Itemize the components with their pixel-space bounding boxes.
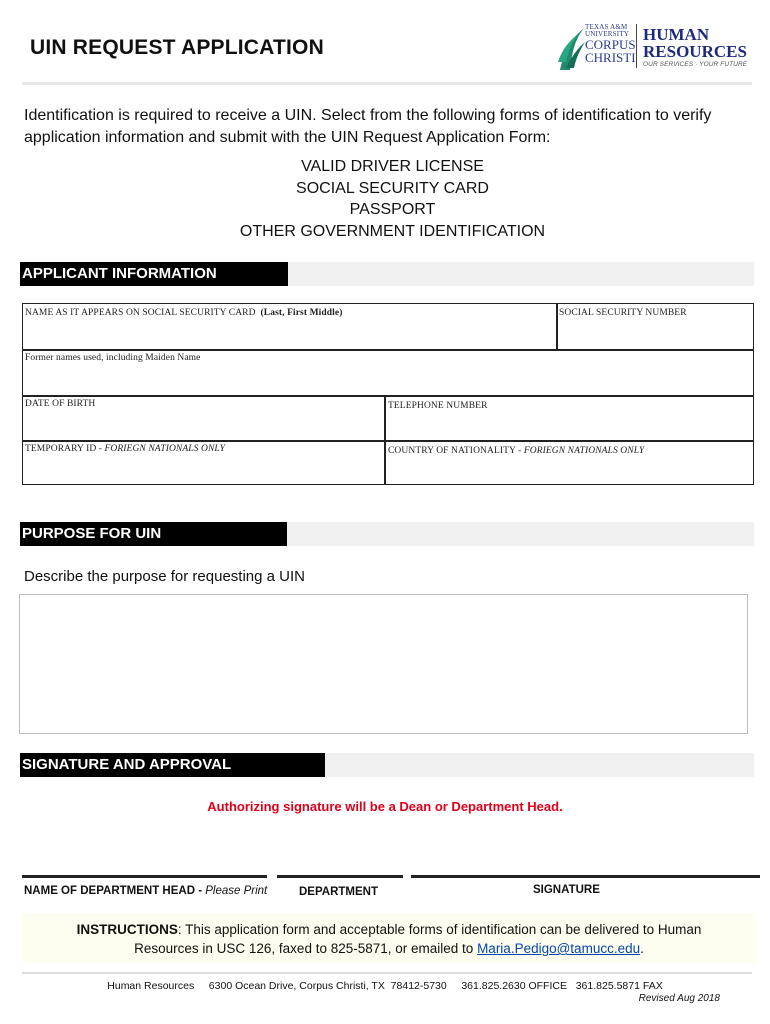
id-forms-list bbox=[0, 156, 770, 242]
date-of-birth-field[interactable]: DATE OF BIRTH bbox=[25, 399, 96, 409]
country-of-nationality-field[interactable]: COUNTRY OF NATIONALITY - FORIEGN NATIONALS ONLY bbox=[388, 446, 645, 456]
university-wordmark: TEXAS A&M UNIVERSITY CORPUS CHRISTI bbox=[585, 23, 636, 65]
wave-icon bbox=[556, 22, 586, 72]
row-divider bbox=[22, 349, 754, 351]
row-divider bbox=[22, 395, 754, 397]
telephone-field[interactable]: TELEPHONE NUMBER bbox=[388, 401, 488, 411]
ssn-field[interactable]: SOCIAL SECURITY NUMBER bbox=[559, 308, 687, 318]
section-heading-applicant: APPLICANT INFORMATION bbox=[20, 262, 288, 286]
dept-head-signature-line[interactable] bbox=[22, 875, 267, 878]
dept-head-label: NAME OF DEPARTMENT HEAD - Please Print bbox=[24, 885, 268, 897]
id-form-item: PASSPORT bbox=[349, 201, 436, 218]
purpose-question: Describe the purpose for requesting a UIN bbox=[24, 568, 305, 585]
section-heading-signature: SIGNATURE AND APPROVAL bbox=[20, 753, 325, 777]
id-form-item: VALID DRIVER LICENSE bbox=[301, 158, 484, 175]
intro-text: Identification is required to receive a UIN. Select from the following forms of identification to verify application information and submit with the UIN Request Application Form: bbox=[24, 107, 712, 146]
department-wordmark: HUMAN RESOURCES bbox=[643, 25, 747, 61]
signature-label: SIGNATURE bbox=[533, 884, 600, 896]
footer-contact: Human Resources 6300 Ocean Drive, Corpus Christi, TX 78412-5730 361.825.2630 OFFICE 361.825.5871 FAX bbox=[107, 980, 663, 992]
name-field[interactable]: NAME AS IT APPEARS ON SOCIAL SECURITY CARD (Last, First Middle) bbox=[25, 308, 343, 318]
footer-divider bbox=[22, 972, 752, 974]
col-divider bbox=[384, 395, 386, 485]
temporary-id-field[interactable]: TEMPORARY ID - FORIEGN NATIONALS ONLY bbox=[25, 444, 225, 454]
signature-line[interactable] bbox=[411, 875, 760, 878]
id-form-item: OTHER GOVERNMENT IDENTIFICATION bbox=[239, 222, 546, 240]
id-form-item: SOCIAL SECURITY CARD bbox=[296, 179, 489, 197]
department-signature-line[interactable] bbox=[277, 875, 403, 878]
row-divider bbox=[22, 440, 754, 442]
authorization-note: Authorizing signature will be a Dean or Department Head. bbox=[207, 799, 563, 814]
section-heading-purpose: PURPOSE FOR UIN bbox=[20, 522, 287, 546]
revision-date: Revised Aug 2018 bbox=[638, 993, 720, 1004]
col-divider bbox=[556, 303, 558, 349]
logo-tagline: OUR SERVICES · YOUR FUTURE bbox=[643, 61, 748, 68]
instructions-text: INSTRUCTIONS: This application form and acceptable forms of identification can be delivered to Human Resources in USC 126, faxed to 825-5871, or emailed to Maria.Pedigo@tamucc.edu. bbox=[76, 922, 702, 956]
logo-divider bbox=[636, 24, 637, 68]
header-divider bbox=[22, 82, 752, 85]
page-title: UIN REQUEST APPLICATION bbox=[30, 36, 324, 59]
former-names-field[interactable]: Former names used, including Maiden Name bbox=[25, 353, 201, 363]
purpose-textarea[interactable] bbox=[19, 594, 748, 734]
email-link[interactable]: Maria.Pedigo@tamucc.edu bbox=[477, 941, 641, 956]
department-label: DEPARTMENT bbox=[299, 886, 379, 898]
